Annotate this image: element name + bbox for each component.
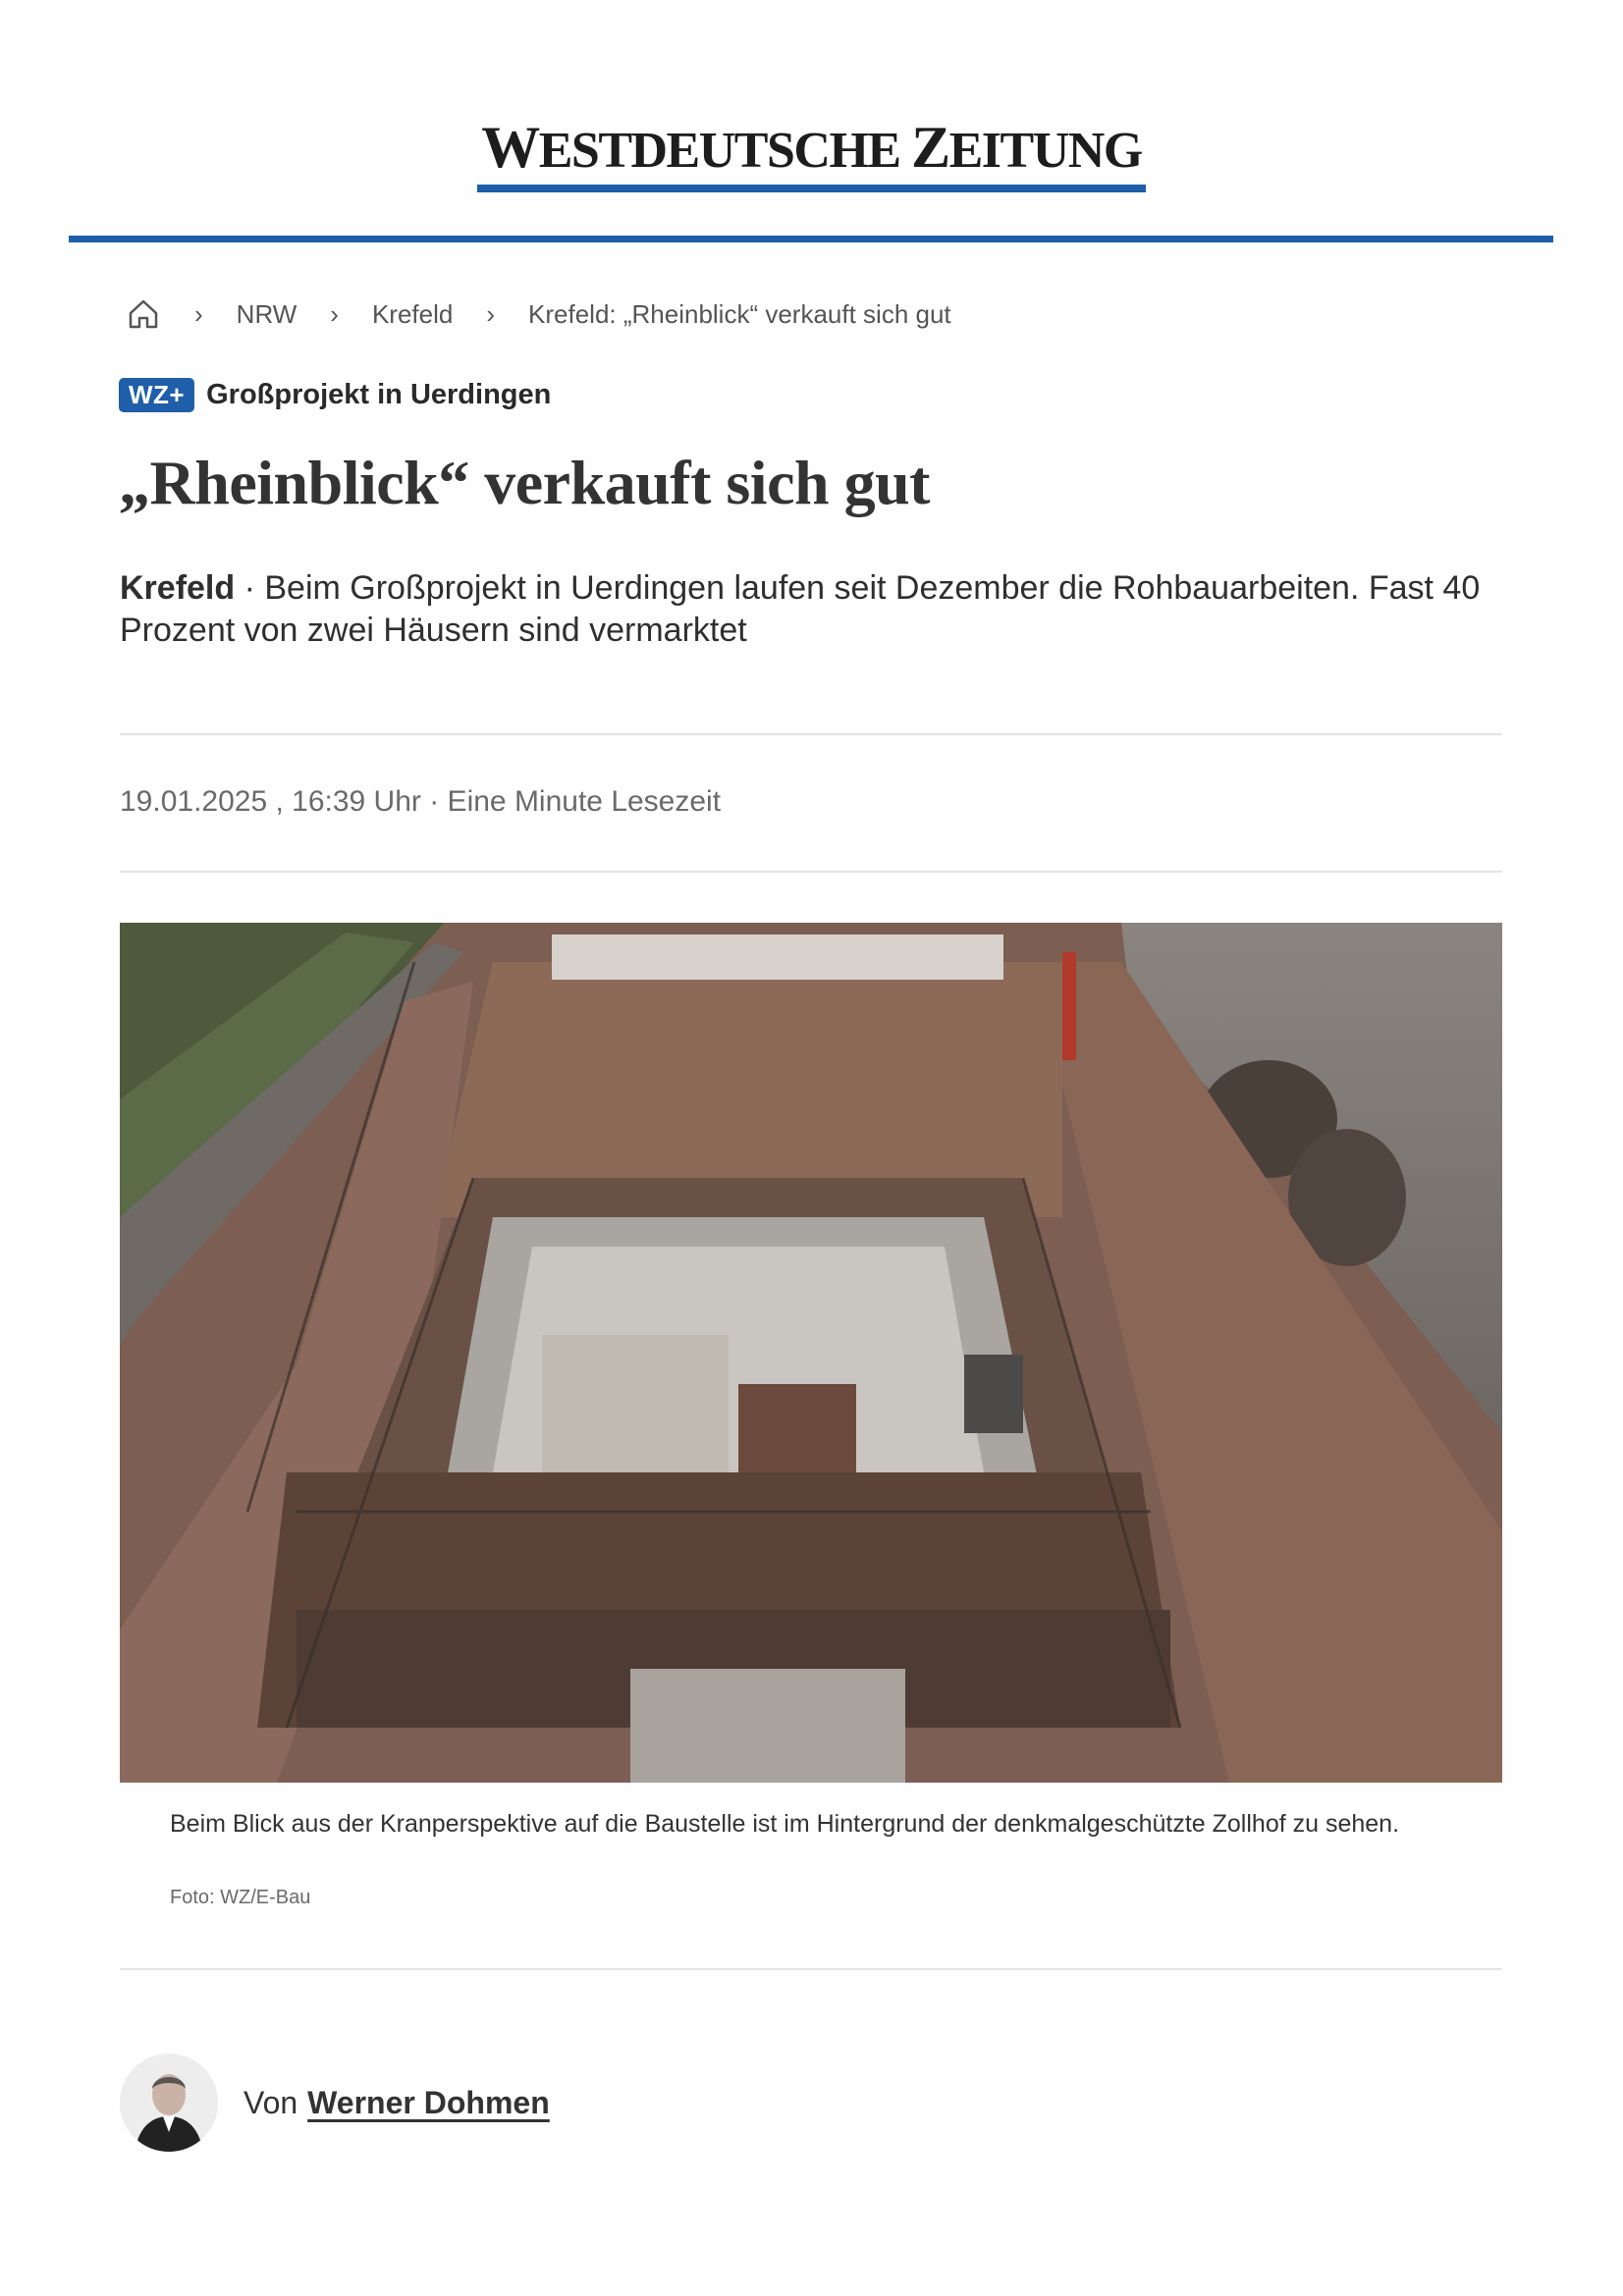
breadcrumb-item-current: Krefeld: „Rheinblick“ verkauft sich gut — [528, 298, 951, 329]
author-link[interactable]: Werner Dohmen — [307, 2084, 550, 2120]
photo-credit: Foto: WZ/E-Bau — [170, 1887, 311, 1908]
kicker-text: Großprojekt in Uerdingen — [206, 379, 552, 410]
header-divider — [69, 236, 1553, 242]
masthead — [0, 115, 1623, 192]
brand-logo[interactable]: WESTDEUTSCHE ZEITUNG — [477, 118, 1146, 192]
author-prefix: Von — [243, 2084, 298, 2120]
breadcrumb-item-krefeld[interactable]: Krefeld — [371, 298, 454, 329]
article-kicker — [119, 378, 551, 412]
author-avatar[interactable] — [120, 2054, 218, 2152]
chevron-right-icon: › — [194, 298, 203, 329]
chevron-right-icon: › — [330, 298, 339, 329]
teaser-separator: · — [235, 569, 265, 607]
divider — [120, 733, 1502, 735]
premium-badge: WZ+ — [119, 378, 194, 412]
home-icon[interactable] — [126, 296, 161, 332]
divider — [120, 1968, 1502, 1970]
breadcrumb-item-nrw[interactable]: NRW — [236, 298, 298, 329]
teaser-text: Beim Großprojekt in Uerdingen laufen seit Dezember die Rohbauarbeiten. Fast 40 Prozent von zwei Häusern sind vermarktet — [120, 569, 1481, 649]
article-headline: „Rheinblick“ verkauft sich gut — [119, 448, 930, 517]
divider — [120, 871, 1502, 873]
teaser-location: Krefeld — [120, 569, 236, 607]
article-teaser — [120, 567, 1514, 652]
article-meta: 19.01.2025 , 16:39 Uhr · Eine Minute Lesezeit — [120, 785, 722, 818]
breadcrumb — [126, 294, 951, 334]
chevron-right-icon: › — [486, 298, 496, 329]
author-byline — [120, 2054, 550, 2152]
photo-caption: Beim Blick aus der Kranperspektive auf die Baustelle ist im Hintergrund der denkmalgeschützte Zollhof zu sehen. — [170, 1810, 1400, 1838]
article-photo[interactable] — [120, 923, 1502, 1783]
